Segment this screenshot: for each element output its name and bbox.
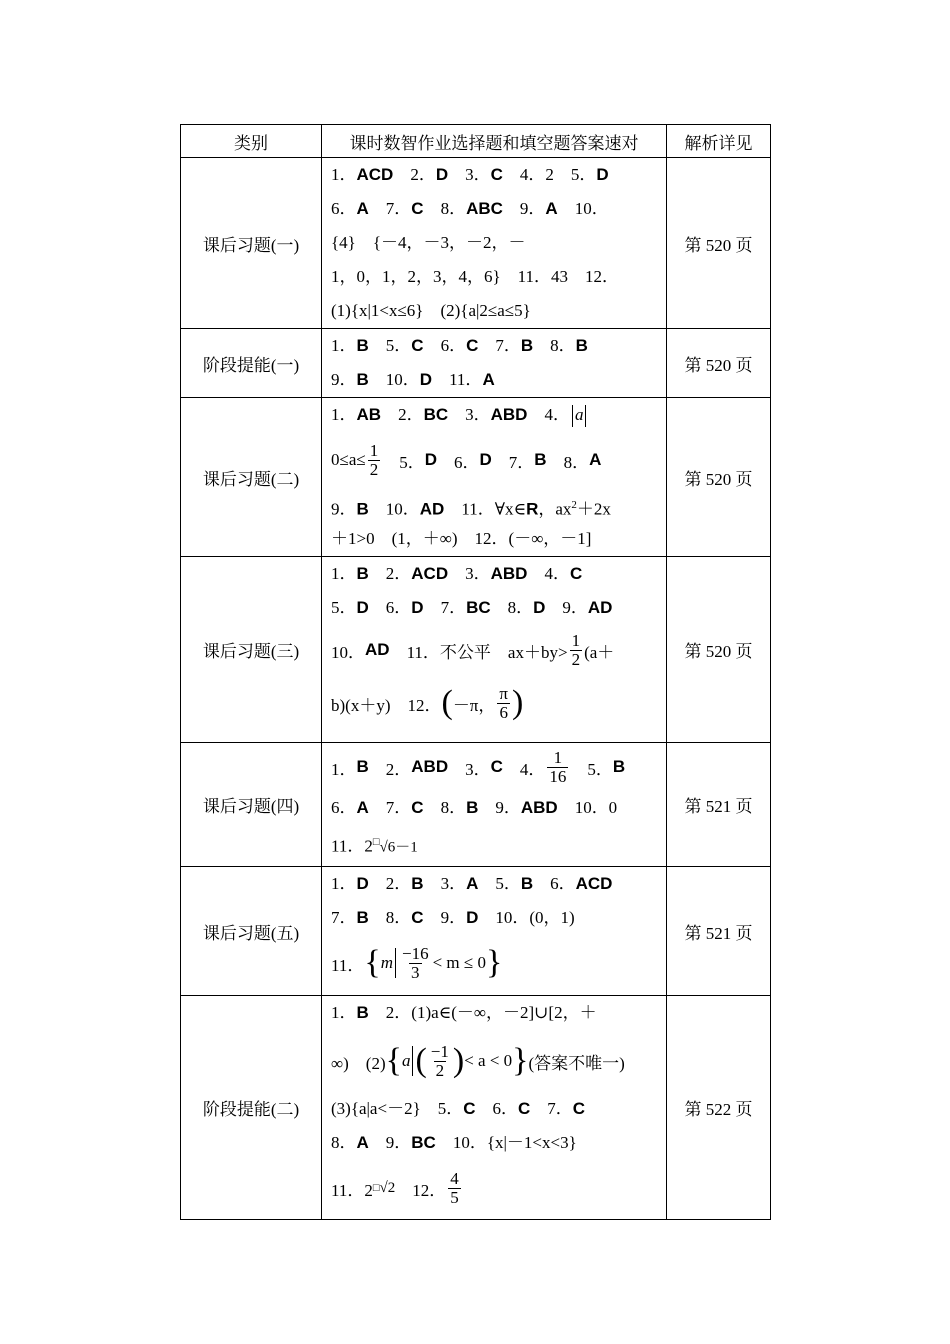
answer-text: ，ax [538,499,572,519]
answer-text: b)(x＋y) 12． [331,695,442,715]
answer-text: 0≤a≤ [331,450,366,469]
table-row [181,996,771,1220]
row-answers [322,398,667,557]
num: 7． [547,1099,573,1118]
fraction [547,749,568,786]
answer: A [589,450,602,469]
table-row [181,398,771,557]
row-category: 课后习题(四) [181,743,322,867]
num: 11． [449,370,483,389]
answer: C [569,564,583,583]
answer: BC [423,405,449,424]
row-category: 阶段提能(一) [181,329,322,398]
answer-text: 10．{x|－1<x<3} [452,1133,577,1152]
num: 7． [331,908,357,927]
answer-text: －π， [452,695,496,715]
answer: B [612,757,626,776]
left-brace: { [385,1042,402,1079]
num: 6． [331,199,357,218]
num: 4．2 [519,165,554,184]
answer-text: 12． [412,1180,447,1200]
table-row [181,743,771,867]
answer: ABD [411,757,449,776]
num: 8． [440,199,467,218]
num: 10． [331,642,365,662]
num: 6． [385,598,412,617]
row-page: 第 521 页 [667,743,771,867]
fraction-den: 2 [435,1060,445,1080]
fraction-den: 2 [571,649,581,669]
fraction-num: 1 [553,747,563,767]
left-brace: { [364,944,381,981]
header-answers: 课时数智作业选择题和填空题答案速对 [322,125,667,158]
answer: C [411,798,424,817]
num: 7． [385,199,412,218]
answer-text: (1){x|1<x≤6} (2){a|2≤a≤5} [331,301,531,320]
num: 10． [385,370,420,389]
superscript: 2 [571,499,577,511]
fraction-den: 5 [450,1187,459,1207]
var-a: a [401,1051,411,1070]
answer: D [466,908,479,927]
answer: D [596,165,609,184]
num: 2． [385,564,412,583]
num: 5． [331,598,357,617]
answer: C [490,165,503,184]
fraction-den: 2 [369,459,379,479]
answer: AD [365,640,390,659]
answer: B [356,564,369,583]
answer-text: 11．2 [331,1180,373,1200]
answer: AB [356,405,382,424]
num: 3． [465,405,491,424]
row-page: 第 520 页 [667,398,771,557]
answer-text: 11．∀x∈ [461,499,527,519]
answer: C [572,1099,586,1118]
abs-bar [585,405,586,427]
num: 6． [454,452,480,472]
row-answers [322,158,667,329]
row-page: 第 522 页 [667,996,771,1220]
answer-text: 10．0 [574,798,618,817]
answer: ABD [520,798,558,817]
answer: B [520,336,534,355]
fraction-den: 3 [411,962,420,982]
row-answers [322,743,667,867]
answer: B [466,798,479,817]
num: 5． [495,874,521,893]
num: 3． [465,759,491,779]
num: 3． [465,165,491,184]
num: 1． [331,405,357,424]
fraction-num: 4 [450,1168,459,1188]
num: 8． [563,452,590,472]
answer-text: < m ≤ 0 [432,953,486,972]
row-page: 第 520 页 [667,329,771,398]
set-r: R [526,499,539,519]
table-row [181,158,771,329]
row-answers [322,996,667,1220]
answer: C [518,1099,531,1118]
num: 4． [544,405,570,424]
row-category: 课后习题(一) [181,158,322,329]
fraction-num: −1 [430,1041,449,1061]
answer: ACD [575,874,613,893]
right-brace: } [485,944,503,981]
answer: ABD [490,405,528,424]
answer: B [356,908,369,927]
num: 9． [519,199,546,218]
right-paren: ) [452,1042,465,1079]
answer-text: 10．(0，1) [495,908,575,927]
answer: B [356,336,369,355]
answer: D [419,370,433,389]
num: 8． [440,798,467,817]
row-category: 课后习题(三) [181,557,322,743]
fraction [429,1043,451,1080]
answer: B [356,499,369,519]
answer: AD [587,598,613,617]
fraction-num: π [499,683,508,703]
row-page: 第 520 页 [667,158,771,329]
num: 6． [492,1099,519,1118]
num: 8． [507,598,534,617]
num: 6． [550,874,576,893]
answer-table [180,124,771,1220]
row-page: 第 521 页 [667,867,771,996]
answer: D [533,598,546,617]
answer: ACD [411,564,449,583]
row-answers [322,557,667,743]
answer: D [424,450,437,469]
answer: B [356,370,369,389]
fraction-num: 1 [571,630,581,650]
answer-text: (3){a|a<－2} 5． [331,1099,464,1118]
num: 6． [331,798,357,817]
set-bar [412,1046,413,1076]
set-bar [395,948,396,978]
num: 9． [495,798,521,817]
fraction-den: 16 [549,766,567,786]
num: 9． [562,598,588,617]
answer-text: 11． [331,955,365,975]
answer: D [356,598,369,617]
num: 6． [440,336,467,355]
answer: C [411,908,424,927]
table-row [181,329,771,398]
num: 2． [385,759,412,779]
row-category: 阶段提能(二) [181,996,322,1220]
num: 5． [399,452,425,472]
row-page: 第 520 页 [667,557,771,743]
answer: D [435,165,449,184]
answer: BC [466,598,491,617]
answer-text: 2．(1)a∈(－∞，－2]∪[2，＋ [385,1003,597,1022]
num: 2． [398,405,424,424]
num: 7． [385,798,412,817]
num: 10． [385,499,420,519]
answer: D [356,874,369,893]
num: 5． [570,165,597,184]
radical: √6－1 [379,839,418,856]
num: 2． [385,874,412,893]
answer: A [482,370,495,389]
answer-text: (a＋ [584,642,615,662]
answer-text: {4} {－4，－3，－2，－ [331,233,526,252]
answer: ABC [466,199,503,218]
answer-text: < a < 0 [464,1051,513,1070]
num: 4． [519,759,546,779]
answer: C [466,336,479,355]
answer: ACD [356,165,394,184]
radical-index: □ [372,836,380,848]
fraction [400,945,431,982]
num: 3． [465,564,491,583]
answer: ABD [490,564,528,583]
num: 9． [385,1133,412,1152]
answer-text: (答案不唯一) [528,1053,625,1073]
answer: A [466,874,479,893]
row-answers [322,329,667,398]
num: 9． [331,370,357,389]
num: 1． [331,1003,357,1022]
num: 8． [385,908,412,927]
fraction [570,632,583,669]
num: 1． [331,874,357,893]
answer: B [356,757,369,776]
right-brace: } [512,1042,529,1079]
answer-text: 1，0，1，2，3，4，6} 11．43 12． [331,267,620,286]
row-answers [322,867,667,996]
answer: D [411,598,424,617]
fraction [448,1170,461,1207]
num: 8． [331,1133,357,1152]
num: 8． [550,336,576,355]
answer: B [356,1003,369,1022]
row-category: 课后习题(五) [181,867,322,996]
answer-text: ∞) (2) [331,1053,386,1073]
right-paren: ) [512,684,524,721]
answer: A [356,1133,369,1152]
row-category: 课后习题(二) [181,398,322,557]
var-m: m [380,953,393,972]
fraction-den: 6 [499,702,508,722]
answer: B [575,336,588,355]
answer: A [356,199,369,218]
answer: B [534,450,547,469]
num: 2． [410,165,436,184]
answer-text: ＋2x [576,499,611,519]
header-detail: 解析详见 [667,125,771,158]
num: 1． [331,564,357,583]
answer: A [545,199,558,218]
table-row [181,867,771,996]
num: 4． [544,564,570,583]
num: 1． [331,165,357,184]
num: 3． [440,874,467,893]
fraction [368,442,381,479]
num: 5． [385,336,412,355]
num: 7． [495,336,521,355]
num: 5． [587,759,613,779]
radical: √2 [379,1179,396,1196]
fraction [497,685,510,722]
num: 1． [331,759,357,779]
answer: A [356,798,369,817]
num: 9． [331,499,357,519]
abs-bar [572,405,573,427]
fraction-num: 1 [369,440,379,460]
answer: C [463,1099,476,1118]
answer: BC [411,1133,436,1152]
answer: C [411,336,424,355]
table-row [181,557,771,743]
fraction-num: −16 [401,943,429,963]
left-paren: ( [415,1042,427,1079]
answer: B [520,874,534,893]
answer: C [411,199,424,218]
answer: C [490,757,503,776]
header-row [181,125,771,158]
answer-text: 11．2 [331,836,373,856]
num: 7． [508,452,535,472]
left-paren: ( [441,684,453,721]
answer-text: 11．不公平 ax＋by> [406,642,568,662]
radical-index: □ [372,1182,380,1194]
answer-text: ＋1>0 (1，＋∞) 12．(－∞，－1] [331,529,592,548]
num: 10． [574,199,609,218]
num: 7． [440,598,467,617]
var-a: a [574,405,584,424]
num: 1． [331,336,357,355]
answer: B [411,874,424,893]
answer: D [479,450,492,469]
header-category: 类别 [181,125,322,158]
num: 9． [440,908,467,927]
answer: AD [419,499,445,519]
